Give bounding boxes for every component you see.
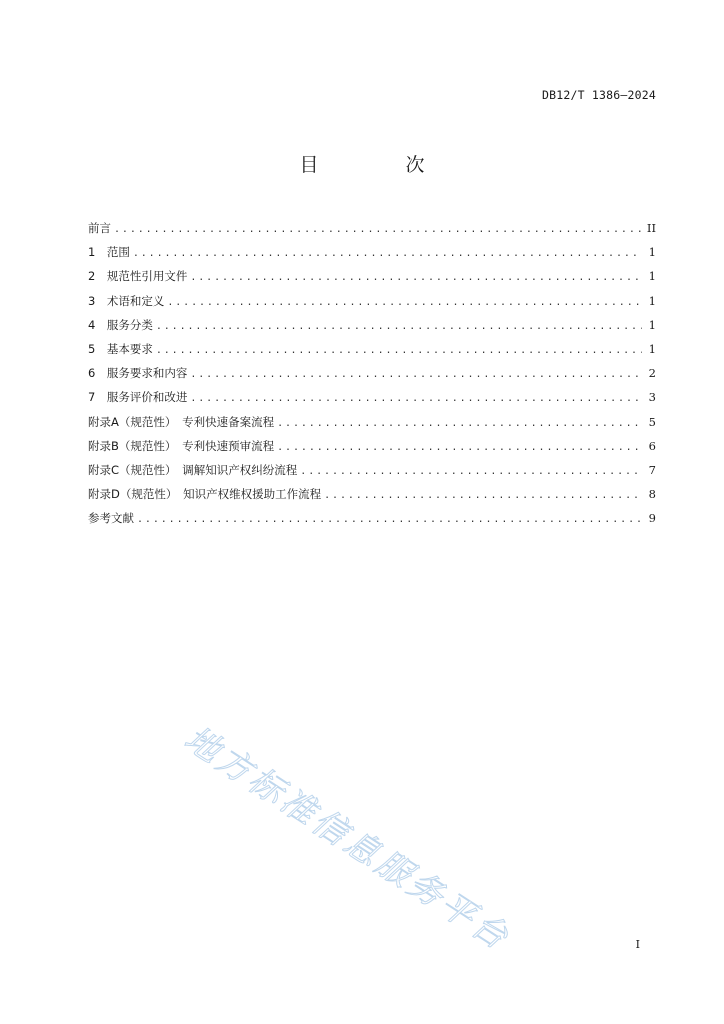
toc-entry-page: 1 [648,341,656,356]
toc-entry-page: 8 [648,487,656,502]
toc-entry-page: 3 [648,390,656,405]
toc-entry[interactable] [88,337,656,361]
toc-entry-title: 附录B（规范性） 专利快速预审流程 [88,438,275,453]
toc-entry-title: 4 服务分类 [88,317,153,332]
toc-entry-page: 5 [648,414,656,429]
toc-entry-page: 2 [648,366,656,381]
toc-entry-page: 9 [648,511,656,526]
toc-entry[interactable] [88,313,656,337]
toc-leader-dots [156,339,642,363]
toc-leader-dots [137,508,642,532]
toc-entry-page: 1 [648,317,656,332]
toc-entry[interactable] [88,289,656,313]
toc-entry-title: 参考文献 [88,511,134,526]
toc-leader-dots [277,436,642,460]
toc-entry[interactable] [88,361,656,385]
toc-entry-page: II [646,221,656,235]
toc-entry-title: 附录D（规范性） 知识产权维权援助工作流程 [88,487,322,502]
toc-entry-title: 2 规范性引用文件 [88,269,188,284]
page-number: I [635,938,640,951]
toc-leader-dots [300,460,642,484]
toc-leader-dots [156,315,642,339]
toc-entry-title: 6 服务要求和内容 [88,366,188,381]
watermark-text: 地方标准信息服务平台 [177,718,518,960]
toc-entry[interactable] [88,264,656,288]
toc-leader-dots [114,218,642,242]
toc-entry-page: 7 [648,462,656,477]
table-of-contents [88,216,656,530]
toc-leader-dots [277,412,642,436]
toc-entry[interactable] [88,434,656,458]
toc-entry-title: 附录A（规范性） 专利快速备案流程 [88,414,275,429]
page-title: 目 次 [299,154,459,176]
toc-entry-page: 1 [648,269,656,284]
toc-entry-title: 1 范围 [88,245,130,260]
toc-leader-dots [133,242,642,266]
toc-entry-page: 6 [648,438,656,453]
toc-entry[interactable] [88,385,656,409]
toc-entry-page: 1 [648,245,656,260]
toc-entry-title: 前言 [88,221,111,235]
toc-entry[interactable] [88,458,656,482]
toc-entry[interactable] [88,482,656,506]
toc-leader-dots [190,266,642,290]
toc-entry[interactable] [88,240,656,264]
toc-entry[interactable] [88,216,656,240]
toc-leader-dots [167,291,642,315]
toc-entry-title: 附录C（规范性） 调解知识产权纠纷流程 [88,462,298,477]
toc-entry-page: 1 [648,293,656,308]
toc-leader-dots [324,484,642,508]
toc-entry[interactable] [88,506,656,530]
toc-entry-title: 5 基本要求 [88,341,153,356]
toc-entry-title: 7 服务评价和改进 [88,390,188,405]
toc-entry[interactable] [88,410,656,434]
toc-leader-dots [190,363,642,387]
toc-leader-dots [190,387,642,411]
document-code: DB12/T 1386—2024 [542,88,656,102]
toc-entry-title: 3 术语和定义 [88,293,165,308]
